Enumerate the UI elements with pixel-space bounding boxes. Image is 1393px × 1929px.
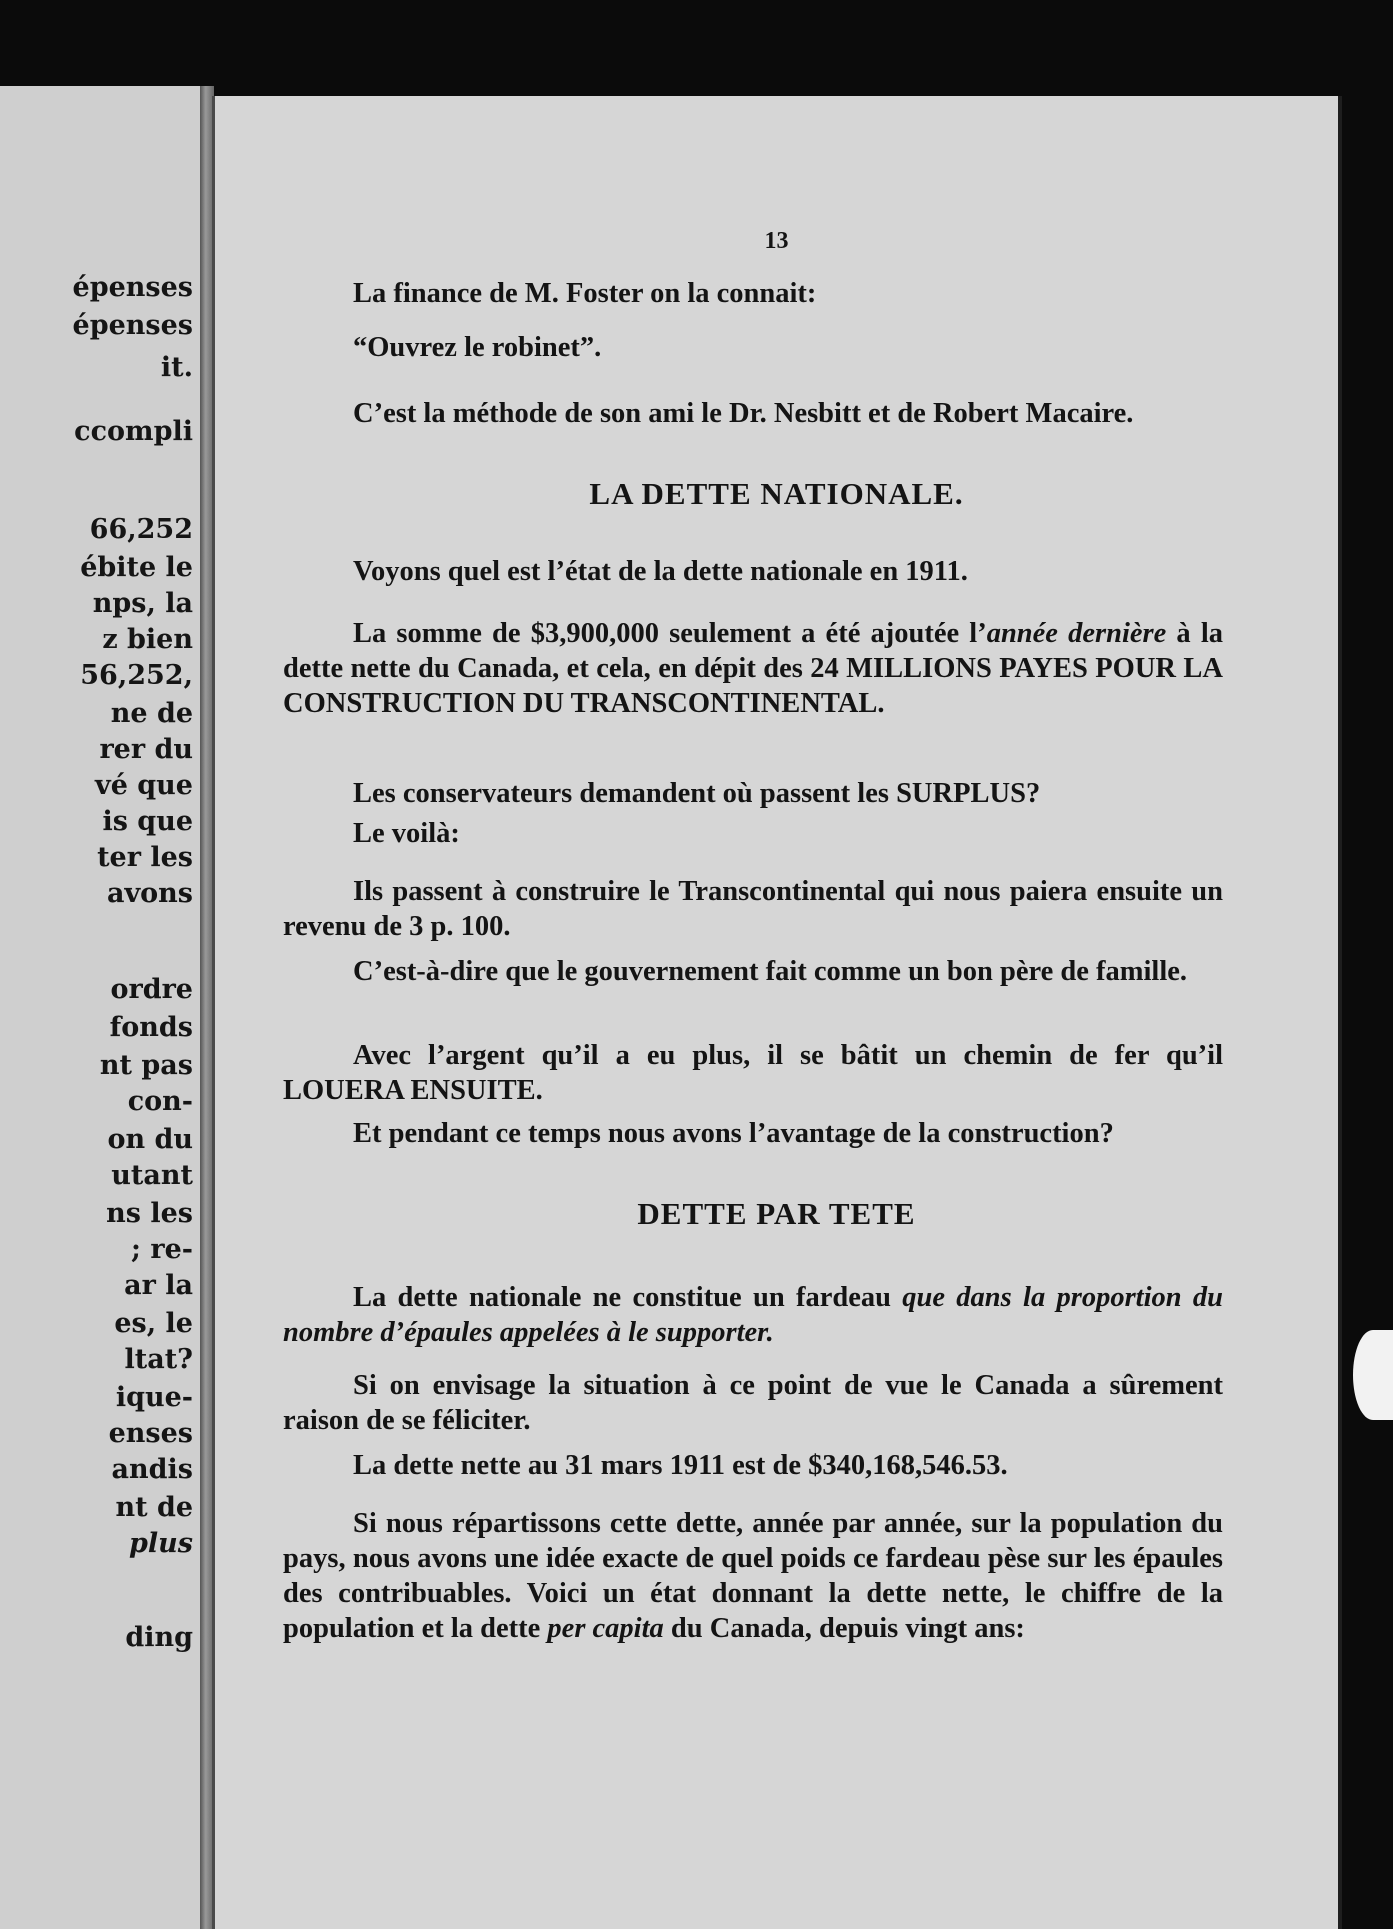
para-somme [283, 616, 1223, 721]
para-voila: Le voilà: [353, 818, 460, 849]
para-repartissons [283, 1506, 1223, 1646]
para-dette-nette: La dette nette au 31 mars 1911 est de $340,168,546.53. [353, 1450, 1008, 1481]
para-avec-argent: Avec l’argent qu’il a eu plus, il se bâtit un chemin de fer qu’il LOUERA ENSUITE. [283, 1040, 1223, 1106]
left-page-fragment: avons [106, 878, 193, 909]
left-page-fragment: utant [111, 1160, 193, 1191]
para-dette-text-a: La dette nationale ne constitue un fardeau [353, 1282, 903, 1313]
left-page-fragment: ltat? [124, 1344, 193, 1375]
left-page-fragment: ns les [106, 1198, 193, 1229]
para-conservateurs: Les conservateurs demandent où passent les SURPLUS? [353, 778, 1041, 809]
heading-dette-par-tete: DETTE PAR TETE [637, 1196, 916, 1231]
left-page-fragment: 66,252 [89, 514, 193, 545]
left-page-fragment: ique- [115, 1382, 193, 1413]
left-page-fragment: con- [127, 1086, 193, 1117]
left-page-fragment: z bien [102, 624, 193, 655]
para-si-on-envisage: Si on envisage la situation à ce point de vue le Canada a sûrement raison de se féliciter. [283, 1370, 1223, 1436]
para-repart-text-a: Si nous répartissons cette dette, année par année, sur la population du pays, nous avons une idée exacte de quel poids ce fardeau pèse sur les épaules des contribuables. Voici un état donnant la dette nette, le chiffre de la population et la dette [283, 1508, 1223, 1644]
left-page-fragment: nt de [115, 1492, 193, 1523]
left-page-fragment: ar la [124, 1270, 193, 1301]
left-page-fragment: nt pas [99, 1050, 193, 1081]
left-page-fragment: ; re- [131, 1234, 193, 1265]
left-page-fragment: épenses [72, 310, 193, 341]
scan-smudge [1353, 1330, 1393, 1420]
para-dette-nationale [283, 1280, 1223, 1350]
para-ils-passent: Ils passent à construire le Transcontinental qui nous paiera ensuite un revenu de 3 p. 100. [283, 876, 1223, 942]
left-page-fragment: nps, la [92, 588, 193, 619]
left-page-edge [0, 86, 208, 1929]
para-repart-text-b: du Canada, depuis vingt ans: [663, 1613, 1025, 1644]
para-repart-emphasis: per capita [547, 1613, 664, 1644]
left-page-fragment: plus [129, 1528, 193, 1559]
left-page-fragment: vé que [95, 770, 193, 801]
left-page-fragment: ordre [110, 974, 193, 1005]
para-cest-a-dire: C’est-à-dire que le gouvernement fait comme un bon père de famille. [353, 956, 1188, 987]
left-page-fragment: enses [108, 1418, 193, 1449]
heading-dette-nationale: LA DETTE NATIONALE. [589, 476, 964, 511]
left-page-fragment: on du [107, 1124, 193, 1155]
left-page-fragment: andis [111, 1454, 193, 1485]
left-page-fragment: ter les [97, 842, 193, 873]
line-methode: C’est la méthode de son ami le Dr. Nesbitt et de Robert Macaire. [353, 398, 1134, 429]
para-somme-text-b: à la dette nette du Canada, et cela, en dépit des 24 MILLIONS PAYES POUR LA CONSTRUCTION DU TRANSCONTINENTAL. [283, 618, 1223, 719]
left-page-fragment: épenses [72, 272, 193, 303]
para-somme-emphasis: année dernière [986, 618, 1167, 649]
para-pendant: Et pendant ce temps nous avons l’avantage de la construction? [353, 1118, 1114, 1149]
para-dette-emphasis: que dans la proportion du nombre d’épaules appelées à le supporter. [283, 1282, 1223, 1348]
left-page-fragment: ccompli [74, 416, 193, 447]
left-page-fragment: ébite le [80, 552, 193, 583]
left-page-fragment: ne de [110, 698, 193, 729]
line-robinet: “Ouvrez le robinet”. [353, 332, 602, 363]
left-page-fragment: fonds [109, 1012, 193, 1043]
left-page-fragment: es, le [114, 1308, 193, 1339]
left-page-fragment: ding [125, 1622, 193, 1653]
para-somme-text-a: La somme de $3,900,000 seulement a été ajoutée l’ [353, 618, 987, 649]
right-page [212, 96, 1342, 1929]
para-voyons: Voyons quel est l’état de la dette nationale en 1911. [353, 556, 968, 587]
left-page-fragment: 56,252, [80, 660, 193, 691]
left-page-fragment: is que [102, 806, 193, 837]
page-number: 13 [764, 228, 789, 254]
left-page-fragment: rer du [99, 734, 193, 765]
line-foster: La finance de M. Foster on la connait: [353, 278, 817, 309]
left-page-fragment: it. [160, 352, 193, 383]
